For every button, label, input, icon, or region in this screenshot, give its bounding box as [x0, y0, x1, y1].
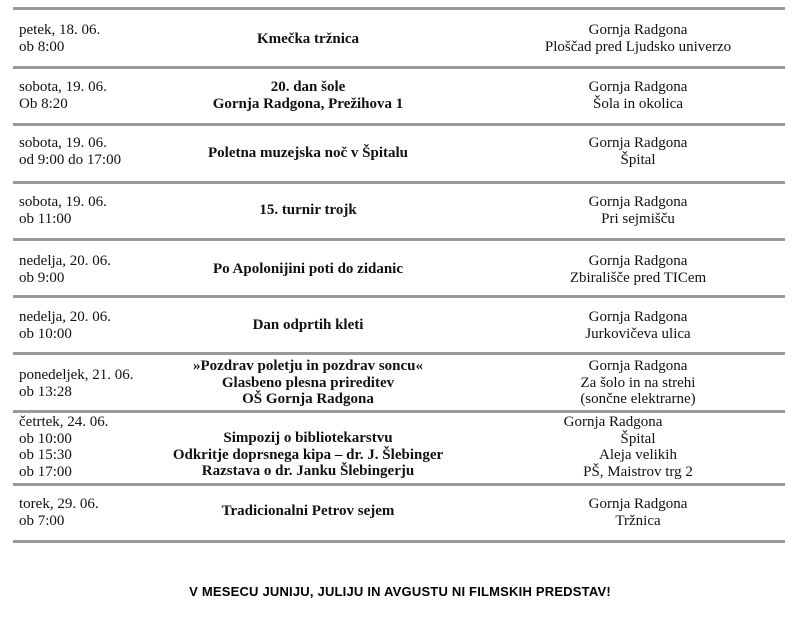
event-title-line: Odkritje doprsnega kipa – dr. J. Šlebinger: [172, 446, 444, 463]
event-time: od 9:00 do 17:00: [19, 151, 122, 168]
event-row: [13, 126, 785, 181]
event-title-line: Poletna muzejska noč v Špitalu: [207, 145, 408, 161]
event-location: [498, 309, 778, 342]
event-date: četrtek, 24. 06.: [19, 414, 109, 430]
event-row: [13, 184, 785, 238]
event-row: [13, 298, 785, 352]
event-row: [13, 10, 785, 66]
event-row: [13, 69, 785, 123]
event-location-line: Za šolo in na strehi: [580, 374, 696, 391]
event-location-line: Gornja Radgona: [588, 358, 688, 374]
event-time: ob 10:00: [19, 325, 72, 342]
event-location-line: Jurkovičeva ulica: [585, 325, 691, 342]
event-title: [158, 261, 458, 278]
event-location: [498, 22, 778, 55]
event-title-line: Razstava o dr. Janku Šlebingerju: [201, 463, 415, 479]
event-title-line: Glasbeno plesna prireditev: [221, 374, 395, 391]
event-location: [498, 79, 778, 112]
event-location-line: Tržnica: [615, 512, 661, 529]
event-time: ob 9:00: [19, 269, 65, 286]
event-datetime: [19, 194, 107, 227]
event-datetime: [19, 79, 107, 112]
event-date: nedelja, 20. 06.: [19, 253, 112, 269]
event-location-line: Špital: [620, 151, 656, 168]
event-location: [498, 358, 778, 408]
event-location: [498, 194, 778, 227]
event-datetime: [19, 414, 109, 480]
event-datetime: [19, 22, 100, 55]
event-row: [13, 355, 785, 410]
event-location-line: Gornja Radgona: [588, 135, 688, 151]
event-row: [13, 486, 785, 540]
event-title: [158, 430, 458, 480]
event-time: ob 8:00: [19, 38, 65, 55]
event-datetime: [19, 253, 111, 286]
footer-notice: V MESECU JUNIJU, JULIJU IN AVGUSTU NI FILMSKIH PREDSTAV!: [189, 584, 611, 599]
event-date: ponedeljek, 21. 06.: [19, 367, 134, 383]
event-row: [13, 413, 785, 483]
event-location-line: (sončne elektrarne): [580, 391, 696, 407]
event-title-line: 15. turnir trojk: [259, 202, 357, 218]
event-location-line: Špital: [620, 430, 656, 447]
event-time: Ob 8:20: [19, 95, 68, 112]
event-location: [498, 414, 778, 480]
event-location-line: Gornja Radgona: [563, 414, 663, 430]
event-row: [13, 241, 785, 295]
event-title-line: Kmečka tržnica: [256, 31, 360, 47]
event-title: [158, 145, 458, 162]
event-date: sobota, 19. 06.: [19, 135, 107, 151]
event-title: [158, 202, 458, 219]
event-time: ob 15:30: [19, 447, 72, 463]
event-datetime: [19, 135, 121, 168]
event-title: [158, 79, 458, 112]
event-location-line: Gornja Radgona: [588, 22, 688, 38]
event-date: torek, 29. 06.: [19, 496, 99, 512]
event-location-line: Gornja Radgona: [588, 496, 688, 512]
event-title-line: Simpozij o bibliotekarstvu: [223, 430, 393, 446]
event-time: ob 17:00: [19, 463, 72, 480]
event-location-line: Aleja velikih: [599, 447, 677, 463]
event-time: ob 13:28: [19, 383, 72, 400]
event-title-line: Gornja Radgona, Prežihova 1: [212, 95, 404, 112]
event-title: [158, 503, 458, 520]
event-title-line: Tradicionalni Petrov sejem: [221, 503, 395, 519]
event-location: [498, 135, 778, 168]
event-title: [158, 358, 458, 408]
event-location-line: Gornja Radgona: [588, 253, 688, 269]
event-title-line: »Pozdrav poletju in pozdrav soncu«: [192, 358, 423, 374]
event-date: nedelja, 20. 06.: [19, 309, 112, 325]
event-datetime: [19, 367, 134, 400]
event-location-line: Gornja Radgona: [588, 194, 688, 210]
row-divider: [13, 540, 785, 543]
event-datetime: [19, 496, 99, 529]
event-title-line: OŠ Gornja Radgona: [242, 391, 374, 407]
event-title: [158, 31, 458, 48]
event-location: [498, 253, 778, 286]
event-location-line: Šola in okolica: [593, 95, 683, 112]
event-date: sobota, 19. 06.: [19, 194, 107, 210]
event-title: [158, 317, 458, 334]
event-time: ob 10:00: [19, 430, 72, 447]
event-location-line: Gornja Radgona: [588, 309, 688, 325]
event-location-line: PŠ, Maistrov trg 2: [583, 463, 693, 480]
event-time: ob 11:00: [19, 210, 72, 227]
event-title-line: Dan odprtih kleti: [252, 317, 364, 333]
event-title-line: 20. dan šole: [270, 79, 346, 95]
event-date: petek, 18. 06.: [19, 22, 101, 38]
event-time: ob 7:00: [19, 512, 65, 529]
event-datetime: [19, 309, 111, 342]
event-location: [498, 496, 778, 529]
event-title-line: Po Apolonijini poti do zidanic: [212, 261, 404, 277]
event-location-line: Gornja Radgona: [588, 79, 688, 95]
event-location-line: Pri sejmišču: [601, 210, 675, 227]
event-location-line: Ploščad pred Ljudsko univerzo: [544, 38, 732, 55]
event-date: sobota, 19. 06.: [19, 79, 107, 95]
event-location-line: Zbirališče pred TICem: [569, 269, 707, 286]
